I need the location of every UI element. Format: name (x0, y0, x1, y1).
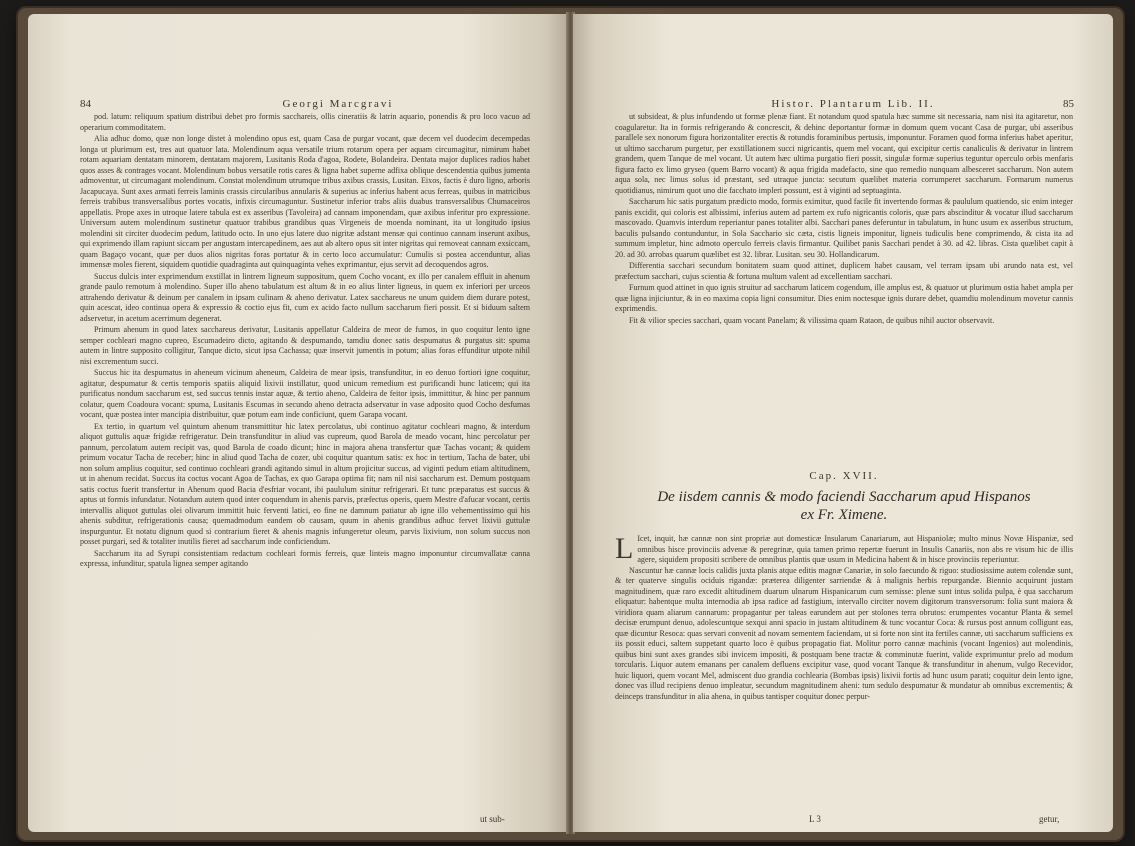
signature-mark: L 3 (809, 814, 821, 824)
paragraph: Succus hic ita despumatus in aheneum vicinum aheneum, Caldeira de mear ipsis, transfunditur, in eo denuo fortiori igne coquitur, agitatur, despumatur & certis temporis spatiis aliquid lixivii instillatur, quod unicum remedium est purificandi hunc laticem; qui ita purificatus nondum saccharum est, sed succus tennis instar aquæ, & tertio aheno, Caldeira de feitor ipsis, immittitur, & hinc per pannum colatur, quem Coadoura vocant: spuma, Lusitanis Escumas in secundo aheno detracta adservatur in vase adposito quod Cocho desfumas vocant, quæ postea inter mancipia distribuitur, quæ potum eam inde conficiunt, quem Garapa vocant. (80, 368, 530, 419)
paragraph: Primum ahenum in quod latex sacchareus derivatur, Lusitanis appellatur Caldeira de meor de fumos, in quo coquitur lento igne semper cochleari magno cupreo, Escumadeiro dicto, agitando & despumando, tamdiu donec satis despumatus & purgatus sit: spuma autem in lintre supposito colligitur, Tanque dicto, sicut ipsa Cachassa; quæ inservit jumentis in potum; alias foras effunditur utpote nihil nisi excrementum succi. (80, 325, 530, 366)
drop-cap: L (615, 532, 634, 565)
running-head-left: Georgi Marcgravi (282, 98, 394, 110)
paragraph: ut subsideat, & plus infundendo ut formæ plenæ fiant. Et notandum quod spatula hæc summe sit necessaria, nam nisi ita agitaretur, non coagularetur. Ita in formis refrigerando & concrescit, & dehinc deportantur formæ in domum quem vocant Casa de purgar, ubi asseribus parallele sex nonorum figura horizontaliter erectis & rotundis foraminibus pertusis, imponuntur. Foramen quod forma inferius habet aperitur, ut ultimo saccharum purgetur, per exstillationem succi nigricantis, quem mel vocant, qui excipitur certis canaliculis & derivatur in lintrem grandem, quem Tanque de mel vocant. Ut autem hæc ultima purgatio fieri possit, singulæ formæ superius teguntur operculo orbis menfaris figura facto ex limo gryseo (quem Barro vocant) & aqua frigida madefacto, sine quo remedio nunquam albesceret saccharum. Non autem aqua sola, nec limus solus id præstant, sed utraque juncta: secutum quælibet materia corrumperet saccharum. Formarum numerus quotidianus, nimirum quot uno die facchato impleri possunt, est à viginti ad septuaginta. (615, 112, 1073, 195)
paragraph: Alia adhuc domo, quæ non longe distet à molendino opus est, quam Casa de purgar vocant, quæ decem vel duodecim decempedas longa ut plurimum est, tres aut quatuor lata. Molendinum aqua versatile trium rotarum opera per aquam circumagitur, nimirum habet rotam aquariam dentatam minorem, dentatam majorem, Lusitanis Roda d'agoa, Rodete, Bolandeira. Dentata major duplices radios habet quos asses & contrages vocant. Molendinum bobus versatile rotis cares & ligna habet superne adfixa oblique descendentia quibus jumenta admoventur, ut circumagant molendinum. Constat molendinum utrumque tribus axibus crassis, Lusitan. Eixos, factis è duro ligno, arboris Jacapucaya. Sunt axes armati ferreis laminis crassis circularibus annularis & superius ac inferius habent acus ferreas, quibus in matricibus ferreis trabibus transversalibus portes vocatis, infixis circumaguntur. Sustinetur inferior trabs aliis duabus transversalibus Chumaceiros appellatis. Prope axes in utroque latere tabula est ex asseribus (Tavoleira) ad cannam imponendam, quæ axibus inferitur pro expressione. Universum autem molendinum sustinetur quatuor trabibus grandibus quas Virgeneis de moenda nominant, ita ut longitudo ipsius molendini sit circiter duodecim pedum, latitudo octo. In uno ejus latere duo nigritæ adstant mensæ qui continuo cannam inserunt axibus, qui exprimendo illam rapiunt siccam per angustam intercapedinem, aes aut ab altero opus sit inter nigritas qui removeat cannam exsiccam, quam Bagaço vocant, quæ per duos alios nigritas foras portatur & in certo loco accumulatur: Cumulis si postea accenduntur, alias immensæ moles fierent, siquidem quotidie quadraginta aut quinquaginta vehes exprimantur, ejus servit ad decoquendos agros. (80, 134, 530, 269)
paragraph: Succus dulcis inter exprimendum exstillat in lintrem ligneum suppositum, quem Cocho vocant, ex illo per canalem effluit in ahenum grande paulo remotum à molendino. Super illo aheno tabulatum est altum & in eo alius linter ligneus, in quem ex inferiori per urceos attrahendo derivatur & deinum per canalem in ipsam culinam & aheno derivatur. Latex sacchareus ne unum quidem diem durare potest, quin acescat, ideo continua opera & expressio & coctio ejus fit, cum ex acido facto nullum saccharum fieri possit. Et si biduum saltem adservetur, in acetum acerrimum degenerat. (80, 271, 530, 323)
page-number-left: 84 (80, 98, 91, 110)
paragraph: Furnum quod attinet in quo ignis struitur ad saccharum laticem cogendum, ille amplus est, & quatuor ut plurimum ostia habet ampla per quæ ligna injiciuntur, & in eo maxima copia ligni consumitur. Dies enim noctesque ignis durare debet, quamdiu molendinum movetur cannis exprimendis. (615, 283, 1073, 313)
chapter-title: De iisdem cannis & modo faciendi Saccharum apud Hispanos ex Fr. Ximene. (657, 489, 1031, 523)
paragraph: Differentia sacchari secundum bonitatem suam quod attinet, duplicem habet causam, vel terram ipsam ubi arundo nata est, vel præfectum sacchari, cujus scientia & fortuna multum valent ad excellentiam sacchari. (615, 261, 1073, 281)
paragraph: Ex tertio, in quartum vel quintum ahenum transmittitur hic latex percolatus, ubi continuo agitatur cochleari magno, & interdum aliquot guttulis aquæ frigidæ refrigeratur. Dein transfunditur in aliud vas cupreum, quod Barola de meado vocant, hinc percolatur per pannum, percolatum autem recipit vas, quod Barola de coado dicunt; hinc in majora ahena transfertur quæ Tachas vocant; & quidem primum vocatur Tacha de receber; hinc in aliud quod Tacha de cozer, ubi coquitur quantum satis: ex hoc in tertium, Tacha de bater, ubi non solum amplius coquitur, sed continuo cochleari grandi agitando simul in altum projicitur succus, ad viginti pedum etiam altitudinem, ut in ahenum recidat. Succus ita coctus vocant Agoa de Tachas, ex quo Garapa optima fit; nam nil nisi saccharum est. Demum postquam satis coctus fuerit transfertur in Ahenum quod Bacia d'esfriar vocant, ibi paululum sinitur refrigerari. Et tunc præparatus est succus & aptus ut formis infundatur. Notandum autem quod inter coquendum in ahenis parvis, præfectus operis, quem Mestre d'afucar vocant, certis intervallis aliquot guttulas olei olivarum immittit huic ferventi latici, eo fine ne damnum patiatur ab igne illo vehementissimo qui his ahenis subditur, refrigerationis causa; quemadmodum eandem ob causam, quum in ahenis grandibus adhuc fervet lixivii guttulæ inspurguntur. Et notatu dignum quod si contrarium fieret & ahenis magnis infungeretur oleum, parvis lixivium, non solum succus non posset purgari, sed & totaliter inutilis fieret ad saccharum inde conficiendum. (80, 421, 530, 546)
catchword-right: getur, (1039, 814, 1060, 824)
paragraph: pod. latum: reliquum spatium distribui debet pro formis sacchareis, ollis cineratiis & latrin aquario, ponendis & pro loco vacuo ad operarium commoditatem. (80, 112, 530, 132)
left-page (28, 14, 568, 832)
right-body-text (615, 112, 1073, 327)
chapter-body-text (615, 534, 1073, 703)
paragraph: Fit & vilior species sacchari, quam vocant Panelam; & vilissima quam Rataon, de quibus nihil auctor observavit. (629, 315, 995, 325)
chapter-paragraph: Icet, inquit, hæ cannæ non sint propriæ aut domesticæ Insularum Canariarum, aut Hispaniolæ; multo minus Novæ Hispaniæ, sed omnibus hisce provinciis advenæ & peregrinæ, quia tamen primo repertæ fuerunt in Insulis Canariis, non abs re visum hic de illis agere, siquidem propositi scribere de omnibus plantis quæ usum in Medicina habent & in hisce provinciis reperiuntur. (637, 534, 1073, 564)
left-body-text (80, 112, 530, 571)
running-head-right: Histor. Plantarum Lib. II. (771, 98, 935, 110)
paragraph: Saccharum ita ad Syrupi consistentiam redactum cochleari formis ferreis, quæ linteis magno imponuntur circumvallatæ canna expressa, infunditur, spatula lignea semper agitando (80, 548, 530, 568)
book (18, 8, 1123, 840)
catchword-left: ut sub- (480, 814, 505, 824)
page-number-right: 85 (1063, 98, 1074, 110)
chapter-paragraph: Nascuntur hæ cannæ locis calidis juxta planis atque editis magnæ Canariæ, in solo faecundo & riguo: studiosissime autem colendæ sunt, & ter quaterve singulis ociduis rigandæ: præterea diligenter sarriendæ & à malignis herbis repurgandæ. Biennio acquirunt justam magnitudinem, quæ raro excedit altitudinem duarum ulnarum Hispanicarum cum semisse: plenæ sunt intus solida pulpa, è qua saccharum eliquatur: habentque multa internodia ab ipsa radice ad fastigium, intervallo circiter novem digitorum transversorum: folia sunt maiora & viridiora quam aliarum cannarum: propagantur per taleas earundem aut per stolones terra obrutos: erumpentes vocantur Planta & semel decisæ erumpunt denuo, adolescuntque sexqui anni spacio in justam altitudinem & tunc vocantur Coca: & rursus post annum colligunt eas, quæ dicuntur Resoca: quas servari convenit ad novam sementem faciendam, ut si forte non sint ita fertiles cannæ, uti saccharum sufficiens ex iis possit educi, saltem suppetant quarto loco è quibus propagatio fiat. Molitur porro cannæ machinis (vocant Ingenios) aut molendinis, quibus bini sunt axes grandes sibi invicem impositi, & postquam bene tractæ & comminutæ fuerint, valide exprimuntur prelo ad modum torcularis. Liquor autem emanans per canalem defluens excipitur vase, quod vocant Tanque & transfunditur in ahenum, vulgo Recevidor, huic liquori, quem vocant Mel, admiscent duo grandia cochlearia (Bombas ipsis) lixivii fortis ad hunc usum parati; coquitur dein lento igne, donec vas illud recipiens denuo impleatur, secundum magnitudinem aheni: tum sedulo despumatur & mundatur ab omnibus excrementis; & deinceps transfunditur in alia ahena, in quibus tantisper coquitur donec perpur- (615, 565, 1073, 701)
paragraph: Saccharum hic satis purgatum prædicto modo, formis eximitur, quod facile fit invertendo formas & paululum quatiendo, sic enim integer panis excidit, qui coloris est albissimi, inferius autem ad partem ex rufo nigricantis coloris, quæ pars abscinditur & vocatur illud saccharum mascovado. Quamvis interdum reperiantur panes totaliter albi. Sacchari panes deferuntur in tabulatum, in hunc usum ex asseribus structum, baculis pulsando contunduntur, in Sola Sacchario sic cæta, cistis ligneis imponitur, ligneis tudiculis bene comprimendo, & cista ita ad summum impletur, hinc admoto operculo ferreis clavis firmantur. Quilibet panis Sacchari pendet à 30. ad 42. libras. Cista quælibet capit à 20. ad 30. arrobas quarum quælibet est 32. librar. Lusitan. seu 30. Hollandicarum. (615, 197, 1073, 259)
right-page (573, 14, 1113, 832)
chapter-heading: Cap. XVII. (809, 470, 879, 482)
